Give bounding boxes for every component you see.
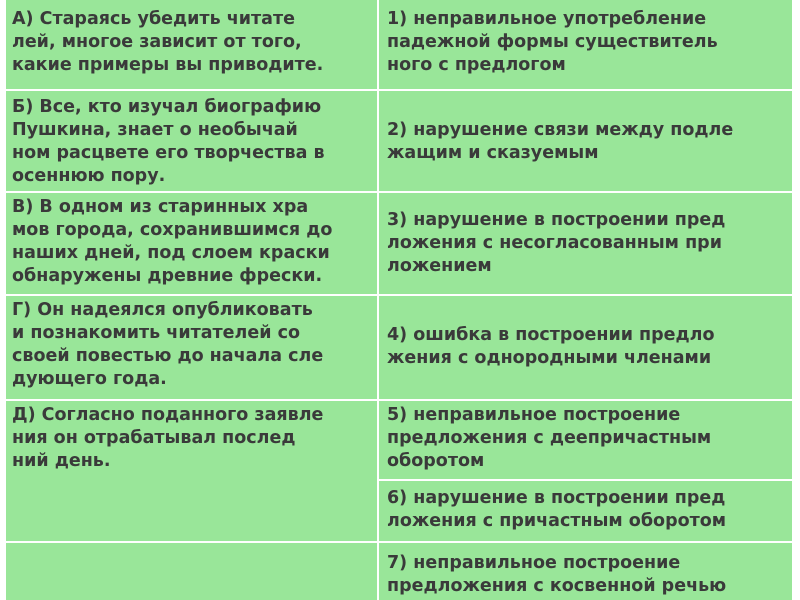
error-type-5-line-1: 5) неправильное построение [387, 405, 681, 425]
sentence-d-line-1: Д) Согласно поданного заявле [12, 405, 324, 425]
error-type-cell-1 [379, 0, 792, 89]
error-type-1-line-3: ного с предлогом [387, 55, 566, 75]
error-type-1-line-2: падежной формы существитель [387, 32, 718, 52]
error-type-7-line-1: 7) неправильное построение [387, 553, 681, 573]
sentence-a-line-3: какие примеры вы приводите. [12, 55, 324, 75]
sentence-g-line-3: своей повестью до начала сле [12, 346, 324, 366]
error-type-4-line-2: жения с однородными членами [387, 348, 712, 368]
sentence-a-line-1: А) Стараясь убедить читате [12, 9, 295, 29]
error-type-cell-2 [379, 91, 792, 191]
sentence-a-line-2: лей, многое зависит от того, [12, 32, 302, 52]
sentence-g-line-2: и познакомить читателей со [12, 323, 300, 343]
error-type-cell-3 [379, 193, 792, 294]
error-type-4-line-1: 4) ошибка в построении предло [387, 325, 715, 345]
sentence-cell-v [6, 193, 377, 294]
sentence-cell-a [6, 0, 377, 89]
error-type-5-line-3: оборотом [387, 451, 485, 471]
sentence-v-line-2: мов города, сохранившимся до [12, 220, 333, 240]
sentence-b-line-2: Пушкина, знает о необычай [12, 120, 298, 140]
error-type-cell-4 [379, 296, 792, 399]
error-type-5-line-2: предложения с деепричастным [387, 428, 712, 448]
sentence-d-line-3: ний день. [12, 451, 111, 471]
error-type-1-line-1: 1) неправильное употребление [387, 9, 707, 29]
error-type-3-line-1: 3) нарушение в построении пред [387, 210, 726, 230]
error-type-7-line-2: предложения с косвенной речью [387, 576, 727, 596]
sentence-v-line-3: наших дней, под слоем краски [12, 243, 330, 263]
sentence-b-line-1: Б) Все, кто изучал биографию [12, 97, 322, 117]
sentence-g-line-1: Г) Он надеялся опубликовать [12, 300, 313, 320]
error-type-cell-5 [379, 401, 792, 479]
error-type-6-line-1: 6) нарушение в построении пред [387, 488, 726, 508]
error-type-cell-6 [379, 481, 792, 541]
sentence-cell-d [6, 401, 377, 541]
sentence-g-line-4: дующего года. [12, 369, 167, 389]
sentence-cell-g [6, 296, 377, 399]
error-type-6-line-2: ложения с причастным оборотом [387, 511, 727, 531]
sentence-b-line-3: ном расцвете его творчества в [12, 143, 325, 163]
error-type-3-line-2: ложения с несогласованным при [387, 233, 722, 253]
sentence-v-line-1: В) В одном из старинных хра [12, 197, 309, 217]
error-type-cell-7 [379, 543, 792, 600]
error-type-3-line-3: ложением [387, 256, 492, 276]
error-type-2-line-2: жащим и сказуемым [387, 143, 599, 163]
matching-table [6, 0, 792, 600]
sentence-cell-b [6, 91, 377, 191]
error-type-2-line-1: 2) нарушение связи между подле [387, 120, 734, 140]
sentence-v-line-4: обнаружены древние фрески. [12, 266, 323, 286]
sentence-b-line-4: осеннюю пору. [12, 166, 166, 186]
sentence-d-line-2: ния он отрабатывал послед [12, 428, 296, 448]
empty-cell [6, 543, 377, 600]
